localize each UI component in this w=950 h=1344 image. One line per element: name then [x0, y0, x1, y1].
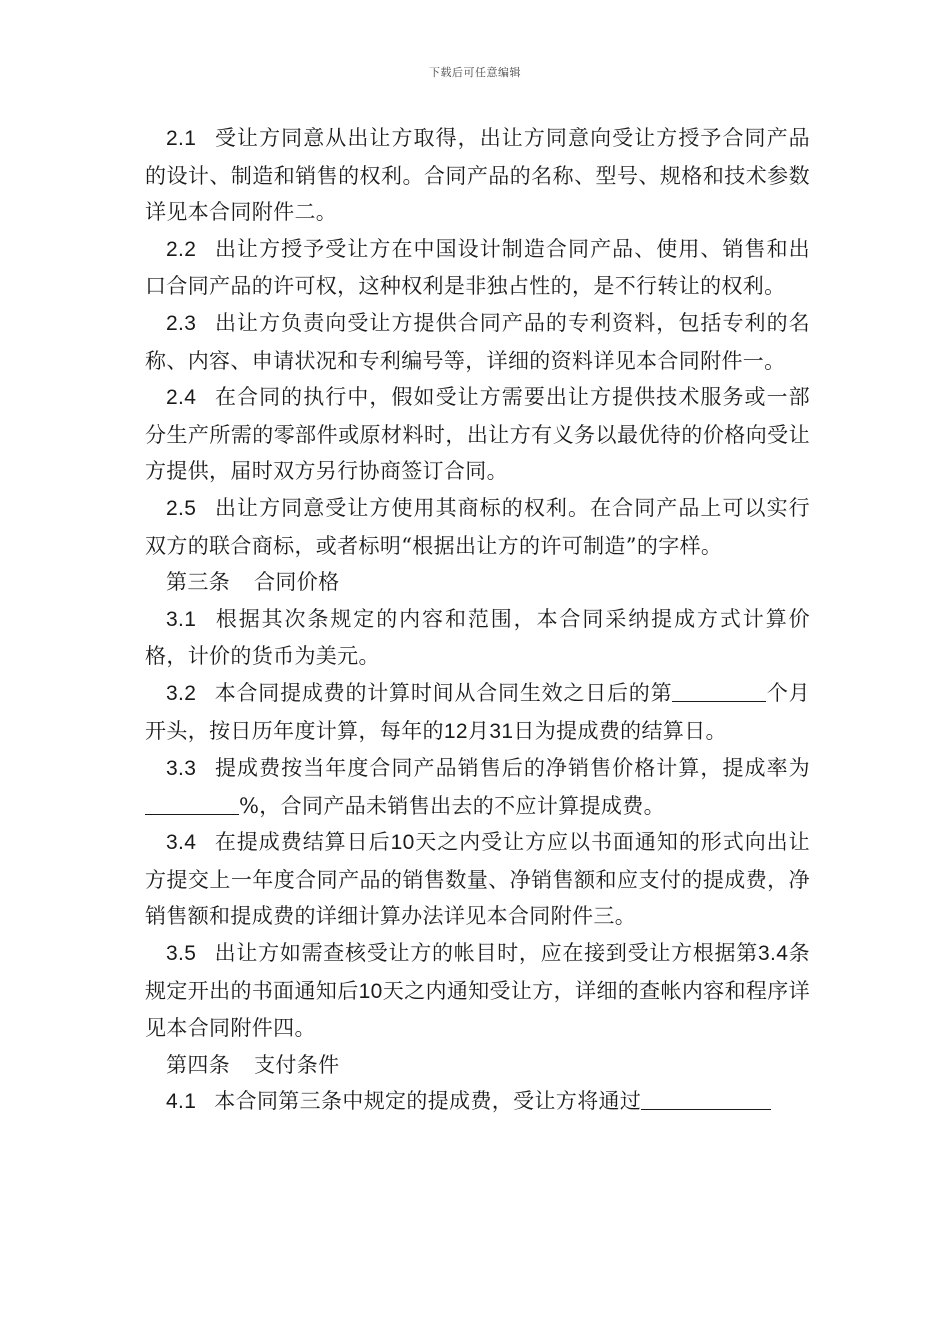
clause-text: 出让方负责向受让方提供合同产品的专利资料，包括专利的名称、内容、申请状况和专利编号等，详细的资料详见本合同附件一。	[145, 310, 810, 373]
day-value: 31	[489, 719, 514, 743]
clause-reference: 3.4	[758, 942, 789, 966]
clause-text: 出让方如需查核受让方的帐目时，应在接到受让方根据第	[214, 941, 759, 966]
clause-2-4	[145, 379, 810, 490]
clause-text: 受让方同意从出让方取得，出让方同意向受让方授予合同产品的设计、制造和销售的权利。合同产品的名称、型号、规格和技术参数详见本合同附件二。	[145, 126, 810, 225]
clause-number: 2.5	[166, 496, 197, 520]
clause-number: 3.2	[166, 681, 197, 705]
clause-text: 提成费按当年度合同产品销售后的净销售价格计算，提成率为	[214, 756, 810, 781]
page-header: 下载后可任意编辑	[429, 66, 521, 79]
article-4-heading	[145, 1047, 810, 1084]
clause-2-3	[145, 305, 810, 379]
clause-text: 天之内受让方应以书面通知的形式向出让方提交上一年度合同产品的销售数量、净销售额和应支付的提成费，净销售额和提成费的详细计算办法详见本合同附件三。	[145, 830, 810, 929]
clause-text: 根据其次条规定的内容和范围，本合同采纳提成方式计算价格，计价的货币为美元。	[145, 606, 810, 669]
clause-number: 2.2	[166, 237, 197, 261]
clause-2-1	[145, 120, 810, 231]
clause-number: 3.3	[166, 757, 197, 781]
clause-4-1	[145, 1083, 810, 1121]
clause-number: 2.4	[166, 386, 197, 410]
clause-text: 天之内通知受让方，详细的查帐内容和程序详见本合同附件四。	[145, 978, 811, 1041]
article-number: 第四条	[166, 1052, 231, 1077]
clause-text: 日为提成费的结算日。	[513, 718, 727, 743]
article-3-heading	[145, 564, 810, 601]
fill-in-blank-payment-method[interactable]	[641, 1087, 771, 1110]
clause-number: 3.4	[166, 831, 197, 855]
clause-3-3	[145, 750, 810, 824]
clause-text: %，合同产品未销售出去的不应计算提成费。	[239, 793, 665, 818]
clause-text: 个月开头，按日历年度计算，每年的	[145, 680, 810, 743]
clause-number: 2.1	[166, 127, 197, 150]
clause-text: 月	[467, 718, 490, 743]
clause-text: 在合同的执行中，假如受让方需要出让方提供技术服务或一部分生产所需的零部件或原材料时，出让方有义务以最优待的价格向受让方提供，届时双方另行协商签订合同。	[145, 385, 810, 484]
days-value: 10	[358, 979, 383, 1003]
clause-number: 3.1	[166, 607, 197, 631]
clause-number: 4.1	[166, 1090, 197, 1114]
clause-text: 在提成费结算日后	[214, 830, 391, 855]
fill-in-blank-rate[interactable]	[145, 792, 239, 815]
clause-2-5	[145, 490, 810, 564]
clause-3-5	[145, 935, 810, 1047]
month-value: 12	[443, 719, 468, 743]
article-number: 第三条	[166, 570, 231, 595]
clause-number: 2.3	[166, 311, 197, 335]
article-title: 合同价格	[254, 570, 340, 595]
clause-text: 出让方授予受让方在中国设计制造合同产品、使用、销售和出口合同产品的许可权，这种权利是非独占性的，是不行转让的权利。	[145, 236, 810, 299]
clause-2-2	[145, 231, 810, 305]
fill-in-blank-months[interactable]	[672, 679, 766, 702]
document-body	[145, 120, 810, 1121]
clause-text: 本合同提成费的计算时间从合同生效之日后的第	[214, 680, 673, 705]
clause-text: 条规定开出的书面通知后	[145, 941, 811, 1003]
clause-3-1	[145, 601, 810, 675]
clause-text: 出让方同意受让方使用其商标的权利。在合同产品上可以实行双方的联合商标，或者标明“根据出让方的许可制造”的字样。	[145, 495, 810, 558]
clause-3-4	[145, 824, 810, 935]
clause-text: 本合同第三条中规定的提成费，受让方将通过	[214, 1089, 642, 1114]
clause-number: 3.5	[166, 942, 197, 966]
days-value: 10	[390, 831, 415, 855]
clause-3-2	[145, 675, 810, 750]
article-title: 支付条件	[254, 1052, 340, 1077]
